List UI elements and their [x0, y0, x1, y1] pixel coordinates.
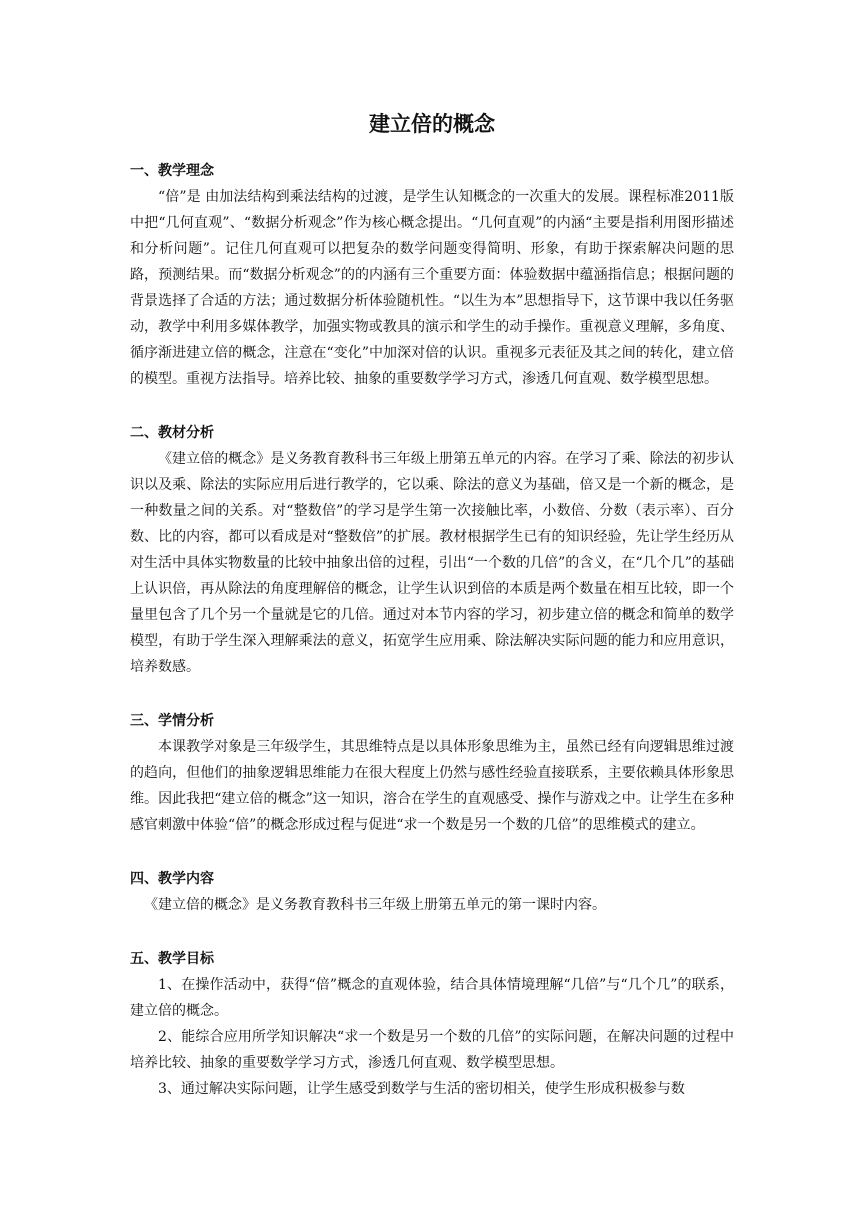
paragraph: 《建立倍的概念》是义务教育教科书三年级上册第五单元的第一课时内容。: [144, 897, 606, 913]
section-textbook-analysis: [130, 422, 734, 680]
paragraph: 本课教学对象是三年级学生，其思维特点是以具体形象思维为主，虽然已经有向逻辑思维过渡的趋向，但他们的抽象逻辑思维能力在很大程度上仍然与感性经验直接联系，主要依赖具体形象思维。因此我把“建立倍的概念”这一知识，溶合在学生的直观感受、操作与游戏之中。让学生在多种感官刺激中体验“倍”的概念形成过程与促进“求一个数是另一个数的几倍”的思维模式的建立。: [130, 739, 734, 833]
section-student-analysis: [130, 710, 734, 838]
section-heading: 二、教材分析: [130, 425, 214, 441]
objective-item: 1、在操作活动中，获得“倍”概念的直观体验，结合具体情境理解“几倍”与“几个几”的联系，建立倍的概念。: [130, 977, 734, 1019]
section-heading: 五、教学目标: [130, 951, 214, 967]
section-heading: 四、教学内容: [130, 871, 214, 887]
section-teaching-philosophy: [130, 160, 734, 392]
paragraph: 《建立倍的概念》是义务教育教科书三年级上册第五单元的内容。在学习了乘、除法的初步认识以及乘、除法的实际应用后进行教学的，它以乘、除法的意义为基础，倍又是一个新的概念，是一种数量之间的关系。对“整数倍”的学习是学生第一次接触比率，小数倍、分数（表示率）、百分数、比的内容，都可以看成是对“整数倍”的扩展。教材根据学生已有的知识经验，先让学生经历从对生活中具体实物数量的比较中抽象出倍的过程，引出“一个数的几倍”的含义，在“几个几”的基础上认识倍，再从除法的角度理解倍的概念，让学生认识到倍的本质是两个数量在相互比较，即一个量里包含了几个另一个量就是它的几倍。通过对本节内容的学习，初步建立倍的概念和简单的数学模型，有助于学生深入理解乘法的意义，拓宽学生应用乘、除法解决实际问题的能力和应用意识，培养数感。: [130, 451, 734, 675]
document-page: [130, 110, 734, 1132]
section-teaching-content: [130, 868, 734, 918]
section-heading: 三、学情分析: [130, 713, 214, 729]
paragraph: “倍”是 由加法结构到乘法结构的过渡，是学生认知概念的一次重大的发展。课程标准2011版中把“几何直观”、“数据分析观念”作为核心概念提出。“几何直观”的内涵“主要是指利用图形描述和分析问题”。记住几何直观可以把复杂的数学问题变得简明、形象，有助于探索解决问题的思路，预测结果。而“数据分析观念”的的内涵有三个重要方面：体验数据中蕴涵指信息；根据问题的背景选择了合适的方法；通过数据分析体验随机性。“以生为本”思想指导下，这节课中我以任务驱动，教学中利用多媒体教学，加强实物或教具的演示和学生的动手操作。重视意义理解，多角度、循序渐进建立倍的概念，注意在“变化”中加深对倍的认识。重视多元表征及其之间的转化，建立倍的模型。重视方法指导。培养比较、抽象的重要数学学习方式，渗透几何直观、数学模型思想。: [130, 189, 734, 387]
section-teaching-objectives: [130, 948, 734, 1102]
objective-item: 2、能综合应用所学知识解决“求一个数是另一个数的几倍”的实际问题，在解决问题的过程中培养比较、抽象的重要数学学习方式，渗透几何直观、数学模型思想。: [130, 1029, 734, 1071]
document-title: 建立倍的概念: [369, 111, 495, 136]
objective-item: 3、通过解决实际问题，让学生感受到数学与生活的密切相关，使学生形成积极参与数: [158, 1081, 685, 1097]
section-heading: 一、教学理念: [130, 163, 214, 179]
